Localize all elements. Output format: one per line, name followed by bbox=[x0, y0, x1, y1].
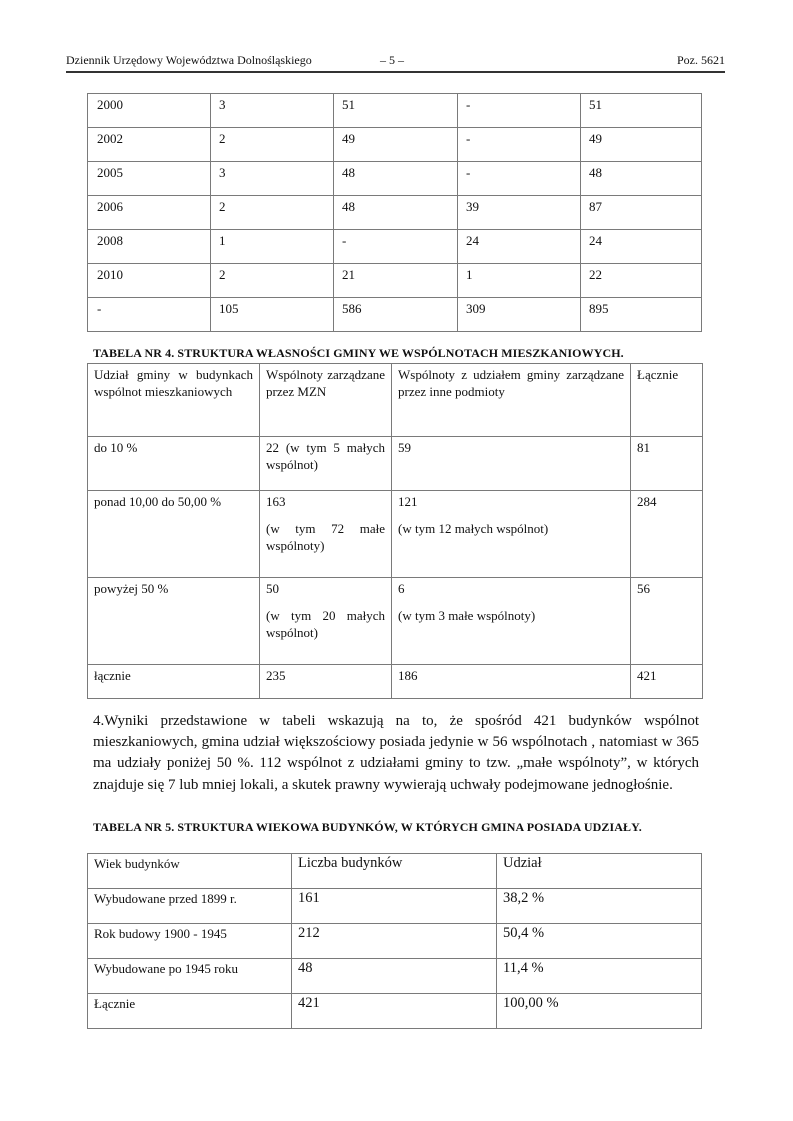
header-cell-total: Łącznie bbox=[631, 364, 703, 437]
cell-share: łącznie bbox=[88, 665, 260, 699]
table-cell: 3 bbox=[211, 162, 334, 196]
table-cell: 2 bbox=[211, 196, 334, 230]
table-row bbox=[88, 94, 702, 128]
table-cell: Łącznie bbox=[88, 994, 292, 1029]
table-cell: 2 bbox=[211, 128, 334, 162]
header-cell-count: Liczba budynków bbox=[292, 854, 497, 889]
table-cell: 49 bbox=[581, 128, 702, 162]
table-4-header-row bbox=[88, 364, 703, 437]
table-cell: Wybudowane przed 1899 r. bbox=[88, 889, 292, 924]
table-cell: Wybudowane po 1945 roku bbox=[88, 959, 292, 994]
table-row bbox=[88, 230, 702, 264]
cell-share: powyżej 50 % bbox=[88, 578, 260, 665]
table-row bbox=[88, 437, 703, 491]
table-cell: 421 bbox=[292, 994, 497, 1029]
table-row bbox=[88, 128, 702, 162]
cell-mzn bbox=[260, 578, 392, 665]
table-row bbox=[88, 264, 702, 298]
table-row bbox=[88, 994, 702, 1029]
cell-total: 421 bbox=[631, 665, 703, 699]
cell-mzn-note: (w tym 20 małych wspólnot) bbox=[266, 608, 385, 640]
cell-other-note: (w tym 3 małe wspólnoty) bbox=[398, 608, 536, 623]
table-row bbox=[88, 924, 702, 959]
table-cell: - bbox=[458, 162, 581, 196]
table-cell: 2 bbox=[211, 264, 334, 298]
header-cell-share: Udział gminy w budynkach wspólnot mieszkaniowych bbox=[88, 364, 260, 437]
table-cell: 39 bbox=[458, 196, 581, 230]
cell-total: 284 bbox=[631, 491, 703, 578]
table-cell: 21 bbox=[334, 264, 458, 298]
header-cell-share: Udział bbox=[497, 854, 702, 889]
table-row bbox=[88, 196, 702, 230]
cell-other-value: 6 bbox=[398, 581, 405, 596]
table-cell: 586 bbox=[334, 298, 458, 332]
table-cell: 11,4 % bbox=[497, 959, 702, 994]
table-cell: 1 bbox=[458, 264, 581, 298]
body-paragraph: 4.Wyniki przedstawione w tabeli wskazują na to, że spośród 421 budynków wspólnot mieszkaniowych, gmina udział większościowy posiada jedynie w 56 wspólnotach , natomiast w 365 ma udziały poniżej 50 %. 112 wspólnot z udziałami gminy to tzw. „małe wspólnoty”, w których znajduje się 7 lub mniej lokali, a skutek prawny wywierają uchwały podejmowane jednogłośnie. bbox=[93, 713, 699, 793]
table-cell: 161 bbox=[292, 889, 497, 924]
table-4-ownership-structure bbox=[87, 363, 703, 699]
table-5-building-age bbox=[87, 853, 702, 1029]
table-row bbox=[88, 665, 703, 699]
cell-other-value: 121 bbox=[398, 494, 418, 509]
table-cell: 895 bbox=[581, 298, 702, 332]
table-row bbox=[88, 162, 702, 196]
table-cell: 100,00 % bbox=[497, 994, 702, 1029]
table-cell: 2010 bbox=[88, 264, 211, 298]
table-cell: - bbox=[334, 230, 458, 264]
table-row bbox=[88, 578, 703, 665]
table-cell: - bbox=[458, 94, 581, 128]
cell-other: 59 bbox=[392, 437, 631, 491]
position-number: Poz. 5621 bbox=[677, 53, 725, 67]
cell-other bbox=[392, 578, 631, 665]
cell-mzn bbox=[260, 491, 392, 578]
cell-mzn-note: (w tym 72 małe wspólnoty) bbox=[266, 521, 385, 553]
table-cell: - bbox=[458, 128, 581, 162]
table-cell: Rok budowy 1900 - 1945 bbox=[88, 924, 292, 959]
table-cell: 1 bbox=[211, 230, 334, 264]
table-cell: 2000 bbox=[88, 94, 211, 128]
table-row bbox=[88, 889, 702, 924]
page-number: – 5 – bbox=[380, 53, 404, 67]
table-row bbox=[88, 959, 702, 994]
table-cell: 22 bbox=[581, 264, 702, 298]
table-cell: 48 bbox=[292, 959, 497, 994]
table-cell: 2006 bbox=[88, 196, 211, 230]
table-cell: 50,4 % bbox=[497, 924, 702, 959]
cell-mzn: 22 (w tym 5 małych wspólnot) bbox=[260, 437, 392, 491]
cell-other-note: (w tym 12 małych wspólnot) bbox=[398, 521, 549, 536]
table-cell: - bbox=[88, 298, 211, 332]
table-cell: 24 bbox=[581, 230, 702, 264]
table-cell: 48 bbox=[334, 162, 458, 196]
journal-title: Dziennik Urzędowy Województwa Dolnośląskiego bbox=[66, 53, 312, 67]
table-4-caption: TABELA NR 4. STRUKTURA WŁASNOŚCI GMINY WE WSPÓLNOTACH MIESZKANIOWYCH. bbox=[93, 346, 624, 360]
cell-total: 81 bbox=[631, 437, 703, 491]
header-cell-mzn: Wspólnoty zarządzane przez MZN bbox=[260, 364, 392, 437]
table-5-header-row bbox=[88, 854, 702, 889]
header-cell-other: Wspólnoty z udziałem gminy zarządzane przez inne podmioty bbox=[392, 364, 631, 437]
header-rule bbox=[66, 71, 725, 73]
table-cell: 87 bbox=[581, 196, 702, 230]
cell-other bbox=[392, 491, 631, 578]
cell-mzn-value: 50 bbox=[266, 581, 279, 596]
cell-share: do 10 % bbox=[88, 437, 260, 491]
cell-share: ponad 10,00 do 50,00 % bbox=[88, 491, 260, 578]
cell-mzn: 235 bbox=[260, 665, 392, 699]
table-cell: 49 bbox=[334, 128, 458, 162]
table-cell: 24 bbox=[458, 230, 581, 264]
table-cell: 2008 bbox=[88, 230, 211, 264]
cell-total: 56 bbox=[631, 578, 703, 665]
table-row bbox=[88, 491, 703, 578]
header-cell-age: Wiek budynków bbox=[88, 854, 292, 889]
table-cell: 48 bbox=[334, 196, 458, 230]
table-cell: 309 bbox=[458, 298, 581, 332]
table-cell: 2002 bbox=[88, 128, 211, 162]
table-cell: 212 bbox=[292, 924, 497, 959]
table-cell: 38,2 % bbox=[497, 889, 702, 924]
cell-other: 186 bbox=[392, 665, 631, 699]
table-cell: 51 bbox=[334, 94, 458, 128]
table-cell: 2005 bbox=[88, 162, 211, 196]
table-cell: 3 bbox=[211, 94, 334, 128]
table-3-continuation bbox=[87, 93, 702, 332]
page-header bbox=[66, 52, 725, 70]
table-cell: 51 bbox=[581, 94, 702, 128]
table-5-caption: TABELA NR 5. STRUKTURA WIEKOWA BUDYNKÓW, W KTÓRYCH GMINA POSIADA UDZIAŁY. bbox=[93, 820, 642, 834]
cell-mzn-value: 163 bbox=[266, 494, 286, 509]
table-row bbox=[88, 298, 702, 332]
table-cell: 105 bbox=[211, 298, 334, 332]
table-cell: 48 bbox=[581, 162, 702, 196]
